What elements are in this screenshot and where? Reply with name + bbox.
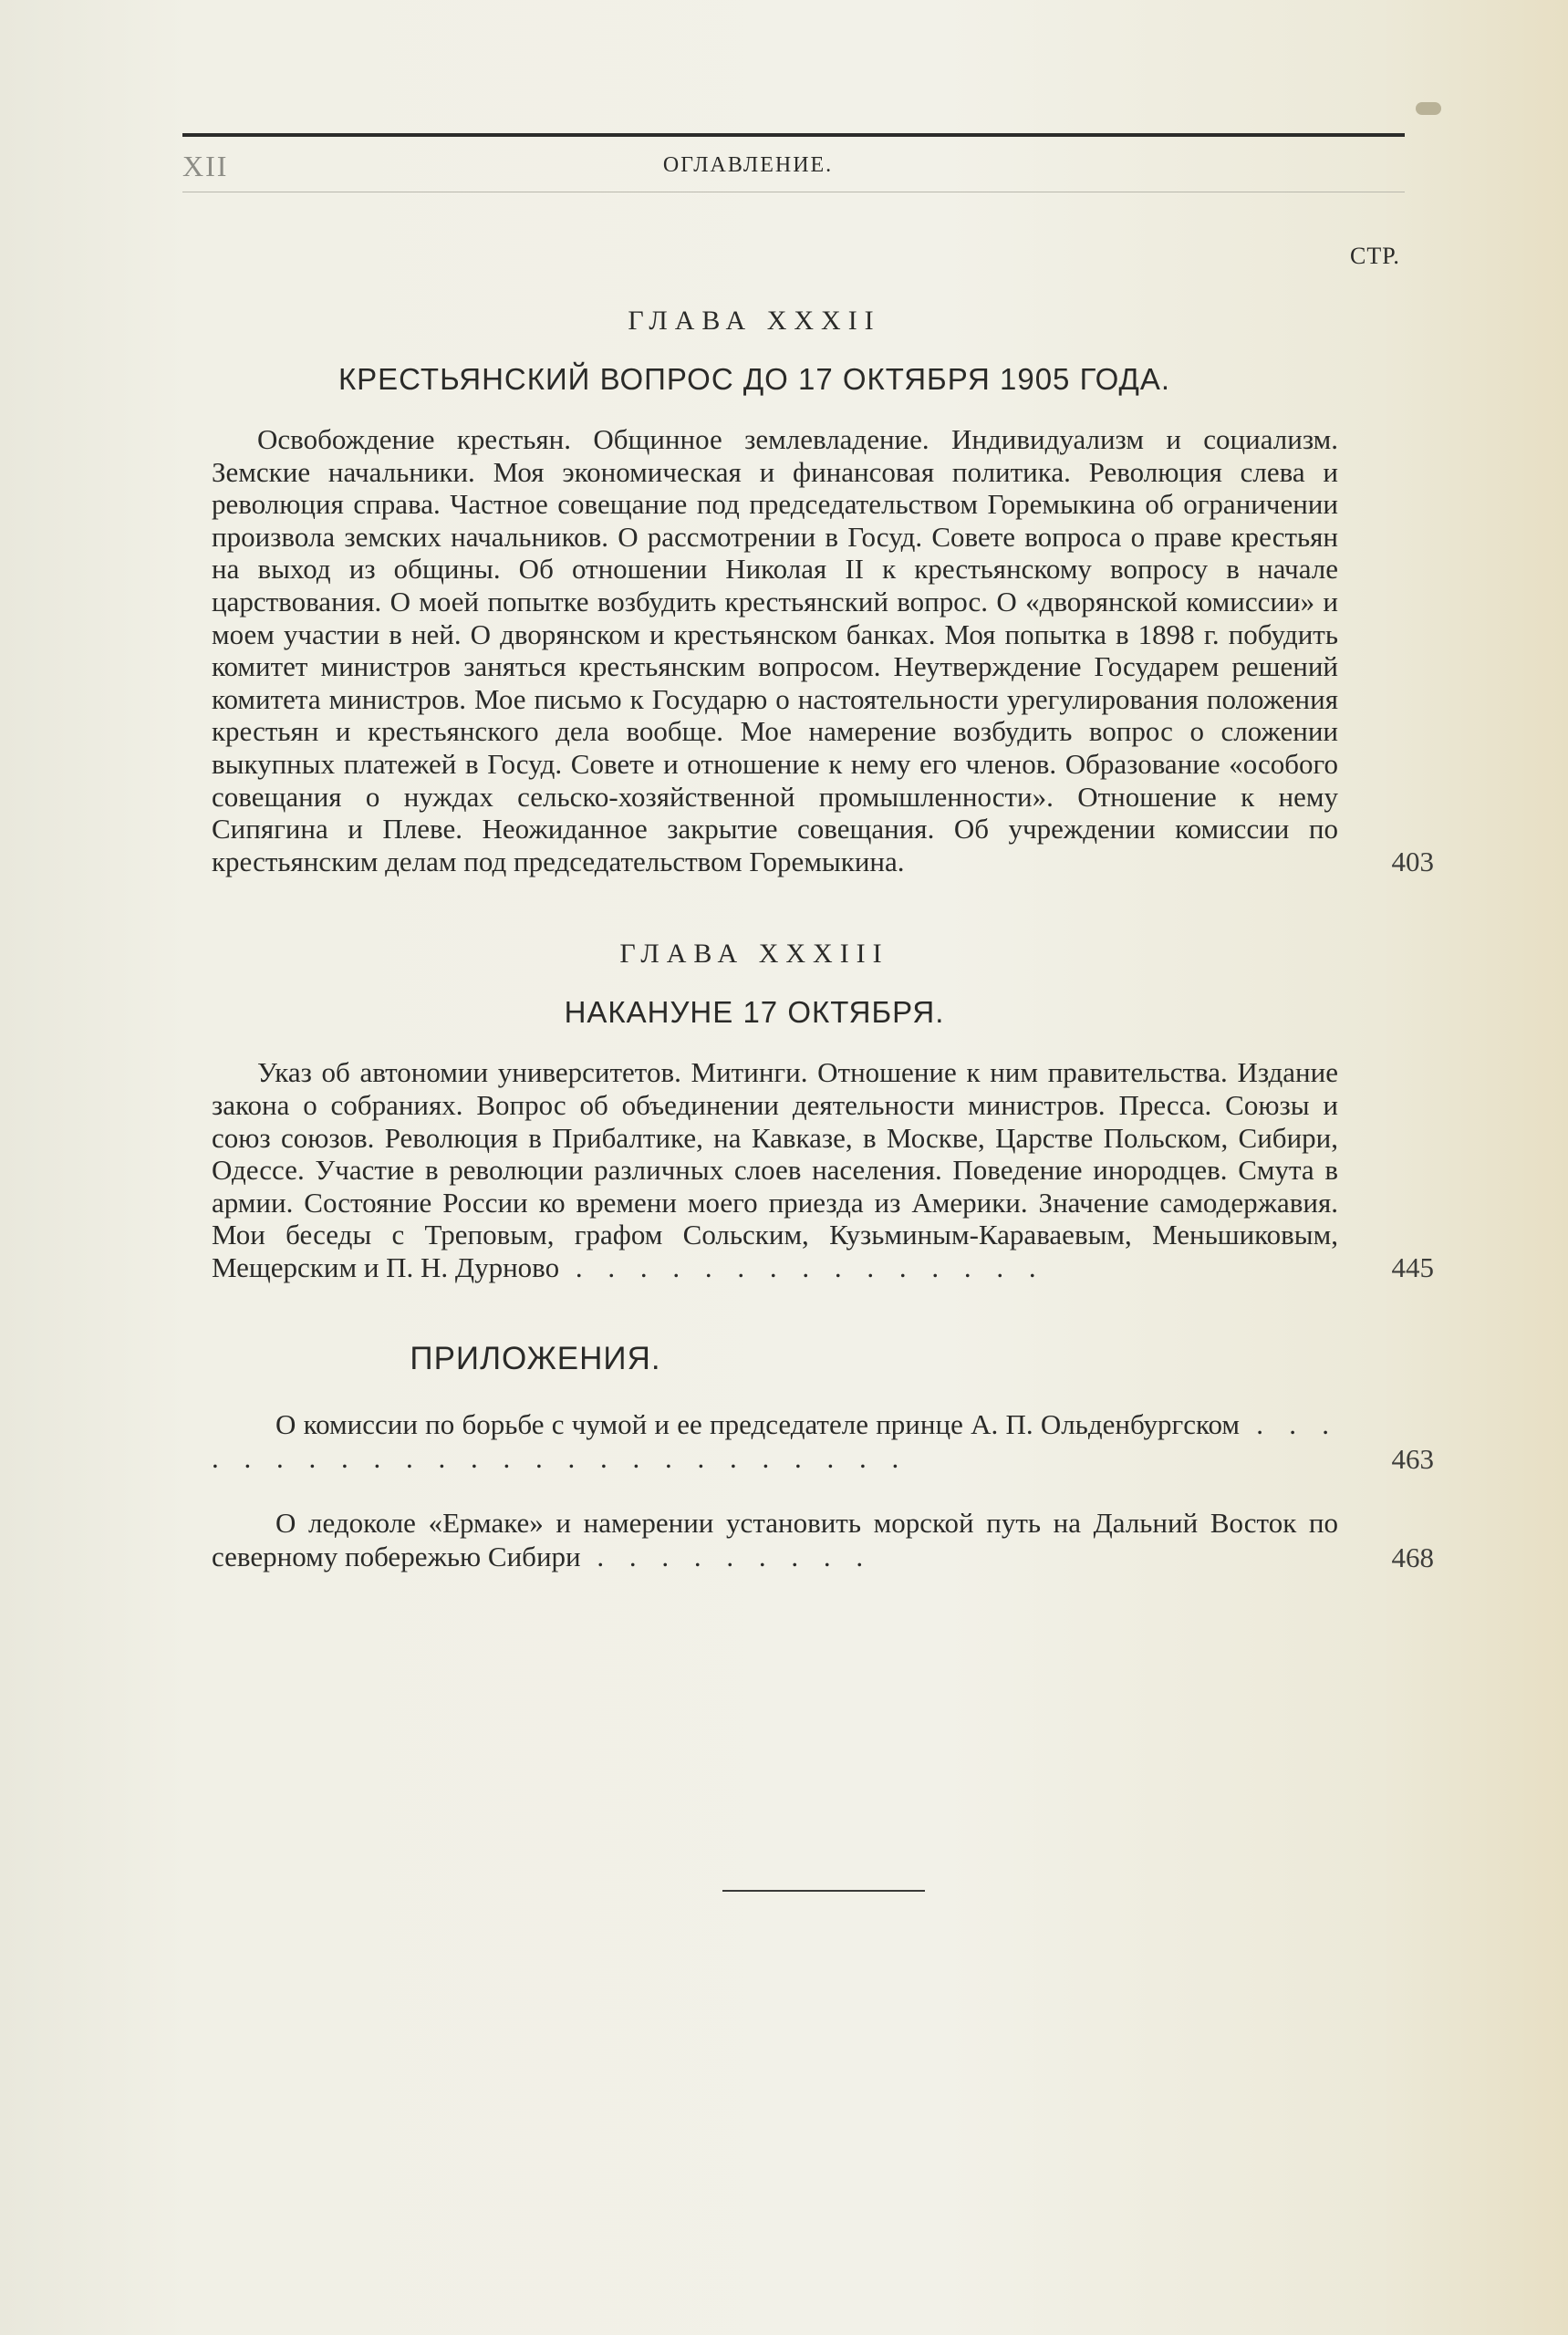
- chapter-summary-text: Указ об автономии университетов. Митинги. Отношение к ним правительства. Издание закона о собраниях. Вопрос об объединении деятельности министров. Пресса. Союзы и союз союзов. Революция в Прибалтике, на Кавказе, в Москве, Царстве Польском, Сибири, Одессе. Участие в революции различных слоев населения. Поведение инородцев. Смута в армии. Состояние России ко времени моего приезда из Америки. Значение самодержавия. Мои беседы с Треповым, графом Сольским, Кузьминым-Караваевым, Меньшиковым, Мещерским и П. Н. Дурново: [212, 1056, 1338, 1283]
- chapter-entry: [212, 423, 1434, 877]
- appendix-entry: [212, 1407, 1434, 1475]
- chapter-entry: [212, 1056, 1434, 1283]
- chapter-page-number: 403: [1391, 845, 1434, 877]
- page-column-label: СТР.: [1350, 243, 1400, 269]
- appendix-item: [212, 1407, 1338, 1475]
- chapter-label: ГЛАВА XXXIII: [619, 939, 889, 970]
- chapter-label: ГЛАВА XXXII: [628, 306, 881, 336]
- chapter-summary: [212, 1056, 1338, 1283]
- toc-content: [212, 301, 1434, 1573]
- header-rule: [182, 133, 1405, 137]
- chapter-summary: Освобождение крестьян. Общинное землевладение. Индивидуализм и социализм. Земские начальники. Моя экономическая и финансовая политика. Революция слева и революция справа. Частное совещание под председательством Горемыкина об ограничении произвола земских начальников. О рассмотрении в Госуд. Совете вопроса о праве крестьян на выход из общины. Об отношении Николая II к крестьянскому вопросу в начале царствования. О моей попытке возбудить крестьянский вопрос. О «дворянской комиссии» и моем участии в ней. О дворянском и крестьянском банках. Моя попытка в 1898 г. побудить комитет министров заняться крестьянским вопросом. Неутверждение Государем решений комитета министров. Мое письмо к Государю о настоятельности урегулирования положения крестьян и крестьянского дела вообще. Мое намерение возбудить вопрос о сложении выкупных платежей в Госуд. Совете и отношение к нему его членов. Образование «особого совещания о нуждах сельско-хозяйственной промышленности». Отношение к нему Сипягина и Плеве. Неожиданное закрытие совещания. Об учреждении комиссии по крестьянским делам под председательством Горемыкина.: [212, 423, 1338, 877]
- appendix-heading: [212, 1336, 1297, 1382]
- appendix-item-text: О ледоколе «Ермаке» и намерении установить морской путь на Дальний Восток по северному побережью Сибири: [212, 1507, 1338, 1573]
- chapter-title: НАКАНУНЕ 17 ОКТЯБРЯ.: [564, 995, 945, 1030]
- chapter-title: КРЕСТЬЯНСКИЙ ВОПРОС ДО 17 ОКТЯБРЯ 1905 ГОДА.: [337, 362, 1171, 396]
- running-head: [182, 150, 1405, 186]
- leader-dots: . . . . . . . . . . . . . . . . . . . . . . . . .: [212, 1408, 1339, 1475]
- appendix-entry: [212, 1506, 1434, 1573]
- page-number: XII: [182, 150, 229, 182]
- closing-rule: [722, 1890, 925, 1892]
- appendix-item: [212, 1506, 1338, 1573]
- appendix-heading-text: ПРИЛОЖЕНИЯ.: [410, 1341, 661, 1377]
- leader-dots: . . . . . . . . .: [580, 1541, 873, 1573]
- appendix-page-number: 463: [1391, 1442, 1434, 1475]
- chapter-page-number: 445: [1391, 1251, 1434, 1283]
- appendix-page-number: 468: [1391, 1541, 1434, 1573]
- appendix-item-text: О комиссии по борьбе с чумой и ее председателе принце А. П. Ольденбургском: [275, 1408, 1241, 1441]
- leader-dots: . . . . . . . . . . . . . . .: [559, 1251, 1045, 1283]
- running-title: ОГЛАВЛЕНИЕ.: [662, 153, 834, 177]
- ink-smudge: [1416, 102, 1441, 115]
